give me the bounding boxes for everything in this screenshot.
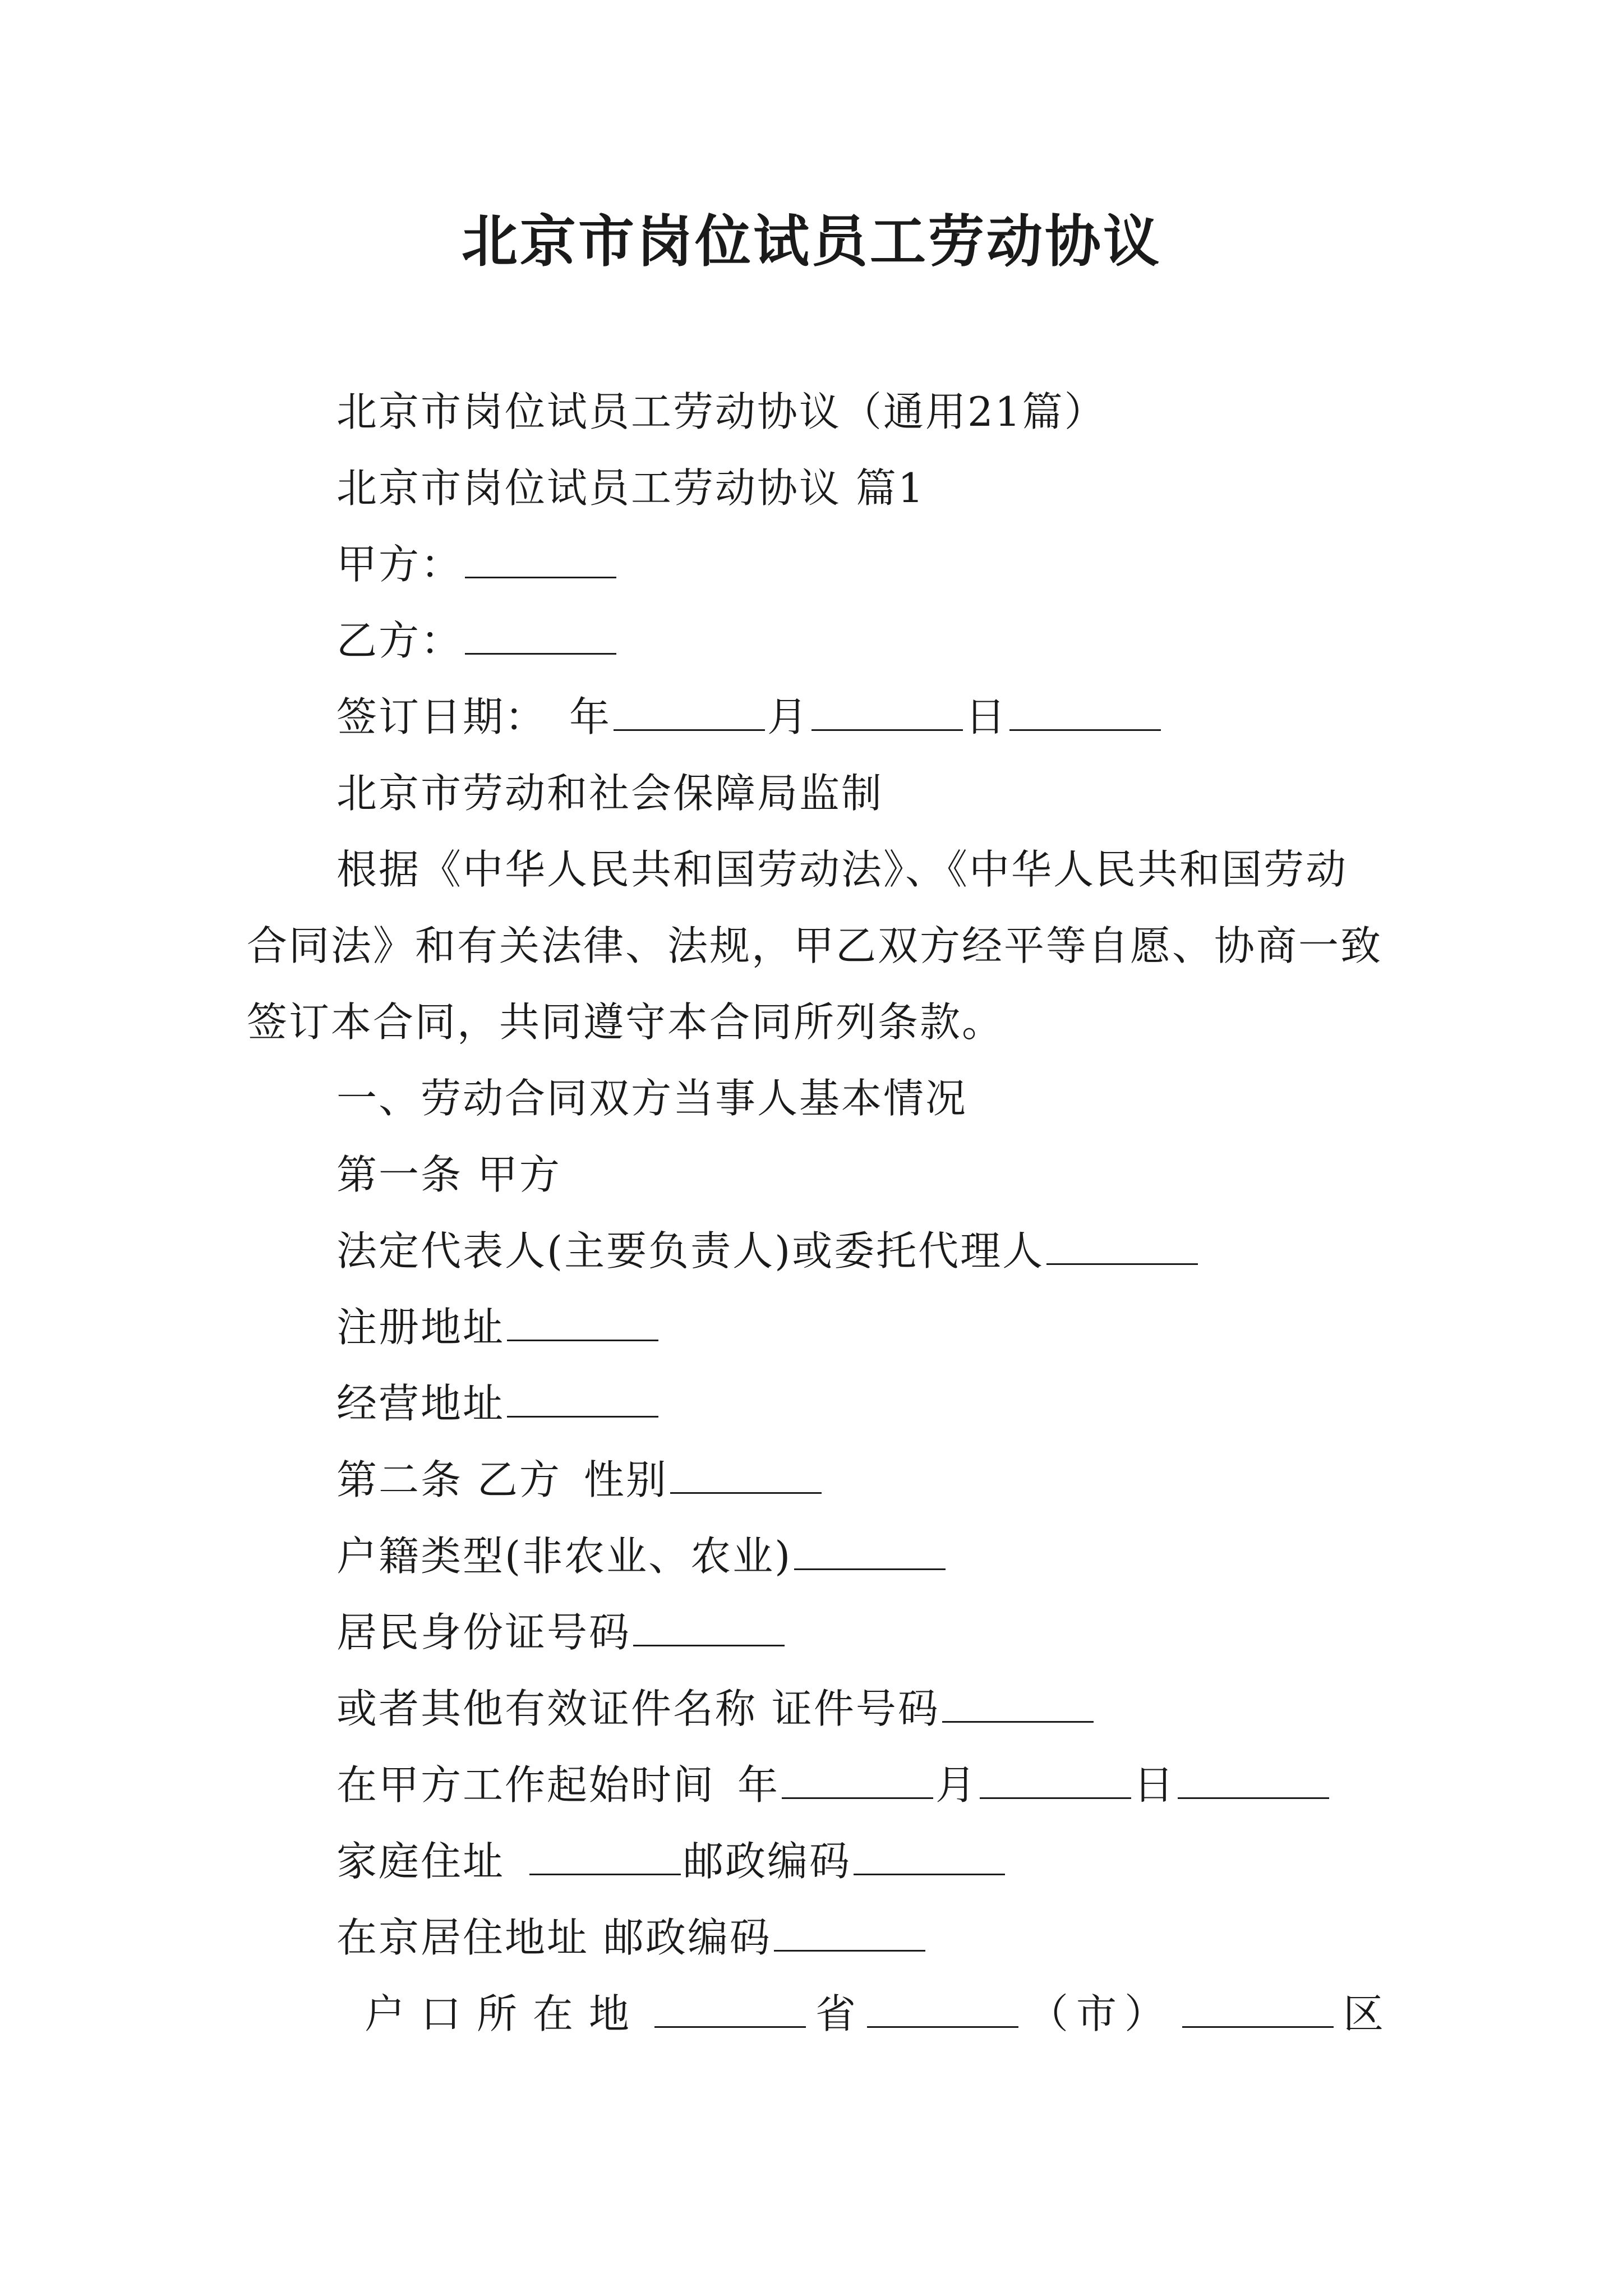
party-b-line bbox=[247, 602, 1385, 679]
start-month-blank bbox=[980, 1764, 1131, 1799]
province-label: 省 bbox=[815, 1990, 857, 2037]
hukou-type-blank bbox=[794, 1535, 946, 1570]
year-blank bbox=[614, 696, 765, 731]
hukou-location-label: 户口所在地 bbox=[365, 1990, 645, 2037]
section-one-heading: 一、劳动合同双方当事人基本情况 bbox=[336, 1075, 968, 1122]
month-label: 月 bbox=[767, 693, 810, 740]
article-two-heading: 第二条 乙方 bbox=[336, 1456, 561, 1503]
hukou-type-label: 户籍类型(非农业、农业) bbox=[336, 1533, 792, 1580]
party-a-label: 甲方： bbox=[336, 541, 463, 588]
start-year-label: 年 bbox=[737, 1761, 780, 1809]
id-number-blank bbox=[633, 1611, 785, 1646]
beijing-address-label: 在京居住地址 邮政编码 bbox=[336, 1914, 772, 1961]
registered-address-line bbox=[247, 1289, 1385, 1365]
legal-rep-label: 法定代表人(主要负责人)或委托代理人 bbox=[336, 1227, 1045, 1274]
supervisor-line: 北京市劳动和社会保障局监制 bbox=[336, 770, 884, 817]
hukou-location-blank bbox=[654, 1993, 806, 2028]
party-a-blank bbox=[465, 543, 616, 578]
start-day-label: 日 bbox=[1133, 1761, 1176, 1809]
gender-label: 性别 bbox=[583, 1456, 668, 1503]
other-id-label: 或者其他有效证件名称 证件号码 bbox=[336, 1685, 940, 1732]
hukou-location-line bbox=[247, 1976, 1385, 2052]
subtitle-line: 北京市岗位试员工劳动协议（通用21篇） bbox=[336, 388, 1106, 435]
postcode-label: 邮政编码 bbox=[683, 1838, 852, 1885]
sign-date-line bbox=[247, 679, 1385, 755]
business-address-blank bbox=[507, 1382, 658, 1418]
city-blank bbox=[1182, 1993, 1334, 2028]
other-id-line bbox=[247, 1671, 1385, 1747]
part-heading: 北京市岗位试员工劳动协议 篇1 bbox=[336, 464, 925, 512]
month-blank bbox=[811, 696, 963, 731]
id-number-line bbox=[247, 1594, 1385, 1671]
hukou-type-line bbox=[247, 1518, 1385, 1594]
district-label: 区 bbox=[1343, 1990, 1385, 2037]
start-time-label: 在甲方工作起始时间 bbox=[336, 1761, 716, 1809]
day-blank bbox=[1009, 696, 1161, 731]
day-label: 日 bbox=[965, 693, 1008, 740]
sign-date-label: 签订日期： bbox=[336, 693, 547, 740]
document-title: 北京市岗位试员工劳动协议 bbox=[462, 208, 1161, 274]
party-a-line bbox=[247, 526, 1385, 602]
start-day-blank bbox=[1178, 1764, 1329, 1799]
business-address-label: 经营地址 bbox=[336, 1380, 505, 1427]
legal-rep-blank bbox=[1046, 1230, 1198, 1265]
start-month-label: 月 bbox=[935, 1761, 978, 1809]
postcode-blank bbox=[854, 1840, 1005, 1875]
registered-address-label: 注册地址 bbox=[336, 1304, 505, 1351]
year-label: 年 bbox=[569, 693, 612, 740]
gender-blank bbox=[670, 1458, 822, 1494]
article-two-line bbox=[247, 1442, 1385, 1518]
article-one-heading: 第一条 甲方 bbox=[336, 1151, 561, 1198]
home-address-blank bbox=[529, 1840, 681, 1875]
party-b-blank bbox=[465, 619, 616, 655]
legal-rep-line bbox=[247, 1213, 1385, 1289]
party-b-label: 乙方： bbox=[336, 617, 463, 664]
beijing-postcode-blank bbox=[774, 1916, 925, 1952]
start-year-blank bbox=[782, 1764, 933, 1799]
id-number-label: 居民身份证号码 bbox=[336, 1609, 631, 1656]
city-label: （市） bbox=[1027, 1990, 1173, 2037]
home-address-line bbox=[247, 1823, 1385, 1899]
preamble-paragraph: 根据《中华人民共和国劳动法》、《中华人民共和国劳动合同法》和有关法律、法规，甲乙双方经平等自愿、协商一致签订本合同，共同遵守本合同所列条款。 bbox=[247, 846, 1383, 1046]
province-blank bbox=[867, 1993, 1018, 2028]
document-body bbox=[247, 374, 1385, 2052]
home-address-label: 家庭住址 bbox=[336, 1838, 505, 1885]
business-address-line bbox=[247, 1365, 1385, 1442]
beijing-address-line bbox=[247, 1899, 1385, 1976]
other-id-blank bbox=[942, 1687, 1094, 1723]
start-time-line bbox=[247, 1747, 1385, 1823]
registered-address-blank bbox=[507, 1306, 658, 1341]
